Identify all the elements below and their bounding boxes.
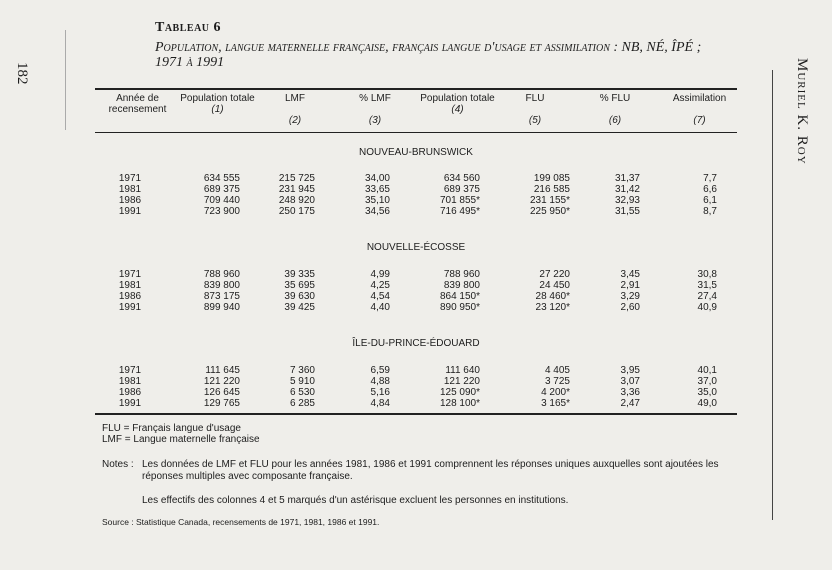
cell-pct-lmf: 4,54 — [370, 291, 390, 302]
cell-year: 1986 — [118, 387, 142, 398]
cell-pct-lmf: 33,65 — [364, 184, 390, 195]
note-paragraph: Les effectifs des colonnes 4 et 5 marqués d'un astérisque excluent les personnes en institutions. — [142, 495, 569, 506]
cell-pct-flu: 31,37 — [614, 173, 640, 184]
cell-assimilation: 40,1 — [697, 365, 717, 376]
column-header-number: (6) — [608, 115, 622, 126]
table-row — [95, 366, 737, 376]
section-heading: NOUVEAU-BRUNSWICK — [359, 147, 473, 158]
table-bottom-rule — [95, 413, 737, 415]
column-header-label: Population totale — [180, 93, 255, 104]
cell-year: 1971 — [118, 173, 142, 184]
cell-population-1: 121 220 — [203, 376, 240, 387]
column-header-label: Population totale — [420, 93, 495, 104]
cell-lmf: 39 630 — [284, 291, 315, 302]
column-header-label: LMF — [285, 93, 305, 104]
cell-lmf: 248 920 — [278, 195, 315, 206]
cell-year: 1991 — [118, 398, 142, 409]
table-row — [95, 281, 737, 291]
table-title: Population, langue maternelle française, français langue d'usage et assimilation : NB, NÉ, ÎPÉ ; 1971 à 1991 — [155, 40, 702, 70]
table-row — [95, 174, 737, 184]
cell-pct-lmf: 34,00 — [364, 173, 390, 184]
cell-pct-flu: 2,47 — [620, 398, 640, 409]
binding-rule — [65, 30, 66, 130]
column-header-assimilation — [662, 93, 737, 126]
column-header-number: (5) — [528, 115, 542, 126]
column-header-number: (4) — [451, 104, 464, 115]
column-header-number: (2) — [288, 115, 302, 126]
cell-assimilation: 37,0 — [697, 376, 717, 387]
cell-lmf: 250 175 — [278, 206, 315, 217]
cell-year: 1971 — [118, 269, 142, 280]
column-header-population-1 — [180, 93, 255, 115]
cell-population-1: 873 175 — [203, 291, 240, 302]
cell-lmf: 39 425 — [284, 302, 315, 313]
column-header-pct-flu — [585, 93, 645, 126]
cell-assimilation: 35,0 — [697, 387, 717, 398]
cell-assimilation: 7,7 — [703, 173, 717, 184]
cell-pct-flu: 2,91 — [620, 280, 640, 291]
cell-population-1: 111 645 — [205, 365, 240, 376]
cell-year: 1986 — [118, 195, 142, 206]
column-header-pct-lmf — [345, 93, 405, 126]
cell-assimilation: 8,7 — [703, 206, 717, 217]
cell-population-1: 709 440 — [203, 195, 240, 206]
cell-population-4: 890 950* — [439, 302, 480, 313]
note-paragraph: Les données de LMF et FLU pour les années 1981, 1986 et 1991 comprennent les réponses uniques auxquelles sont ajoutées les réponses multiples avec composante française. — [142, 459, 719, 482]
cell-year: 1981 — [118, 184, 142, 195]
cell-year: 1991 — [118, 206, 142, 217]
cell-pct-lmf: 4,88 — [370, 376, 390, 387]
cell-assimilation: 31,5 — [697, 280, 717, 291]
cell-year: 1991 — [118, 302, 142, 313]
column-header-label: FLU — [525, 93, 545, 104]
column-header-number: (3) — [368, 115, 382, 126]
cell-flu: 4 200* — [541, 387, 570, 398]
cell-assimilation: 27,4 — [697, 291, 717, 302]
table-label: Tableau 6 — [155, 20, 222, 35]
cell-population-1: 634 555 — [203, 173, 240, 184]
cell-assimilation: 49,0 — [697, 398, 717, 409]
cell-assimilation: 40,9 — [697, 302, 717, 313]
cell-population-4: 689 375 — [443, 184, 480, 195]
abbreviation-legend — [102, 423, 260, 445]
cell-flu: 23 120* — [535, 302, 570, 313]
column-header-label: Année de recensement — [108, 93, 167, 115]
column-header-number: (1) — [211, 104, 224, 115]
cell-flu: 3 165* — [541, 398, 570, 409]
cell-pct-flu: 32,93 — [614, 195, 640, 206]
table-row — [95, 399, 737, 409]
cell-flu: 225 950* — [529, 206, 570, 217]
table-row — [95, 292, 737, 302]
column-header-year — [100, 93, 175, 115]
cell-pct-flu: 31,55 — [614, 206, 640, 217]
cell-lmf: 35 695 — [284, 280, 315, 291]
cell-assimilation: 6,6 — [703, 184, 717, 195]
cell-pct-lmf: 4,40 — [370, 302, 390, 313]
notes-label: Notes : — [102, 459, 134, 470]
cell-assimilation: 30,8 — [697, 269, 717, 280]
cell-pct-flu: 3,95 — [620, 365, 640, 376]
cell-flu: 24 450 — [539, 280, 570, 291]
cell-pct-flu: 2,60 — [620, 302, 640, 313]
cell-population-4: 121 220 — [443, 376, 480, 387]
cell-population-1: 126 645 — [203, 387, 240, 398]
cell-year: 1986 — [118, 291, 142, 302]
cell-pct-flu: 3,07 — [620, 376, 640, 387]
table-row — [95, 270, 737, 280]
cell-pct-flu: 3,36 — [620, 387, 640, 398]
cell-lmf: 6 285 — [289, 398, 315, 409]
cell-pct-lmf: 5,16 — [370, 387, 390, 398]
cell-pct-flu: 31,42 — [614, 184, 640, 195]
column-header-label: Assimilation — [672, 93, 727, 104]
cell-population-4: 634 560 — [443, 173, 480, 184]
cell-flu: 231 155* — [529, 195, 570, 206]
cell-population-1: 899 940 — [203, 302, 240, 313]
cell-population-4: 128 100* — [439, 398, 480, 409]
cell-population-4: 839 800 — [443, 280, 480, 291]
header-rule — [95, 132, 737, 133]
cell-flu: 199 085 — [533, 173, 570, 184]
cell-population-4: 864 150* — [439, 291, 480, 302]
table-row — [95, 185, 737, 195]
table-row — [95, 303, 737, 313]
cell-population-1: 129 765 — [203, 398, 240, 409]
cell-year: 1981 — [118, 280, 142, 291]
cell-pct-flu: 3,45 — [620, 269, 640, 280]
page-number: 182 — [14, 62, 30, 85]
cell-flu: 28 460* — [535, 291, 570, 302]
cell-lmf: 215 725 — [278, 173, 315, 184]
cell-lmf: 6 530 — [289, 387, 315, 398]
cell-pct-lmf: 6,59 — [370, 365, 390, 376]
column-header-flu — [505, 93, 565, 126]
margin-rule — [772, 70, 773, 520]
cell-pct-lmf: 4,84 — [370, 398, 390, 409]
cell-population-4: 788 960 — [443, 269, 480, 280]
cell-flu: 27 220 — [539, 269, 570, 280]
cell-flu: 216 585 — [533, 184, 570, 195]
section-heading: NOUVELLE-ÉCOSSE — [366, 242, 466, 253]
cell-population-4: 701 855* — [439, 195, 480, 206]
cell-population-4: 111 640 — [445, 365, 480, 376]
cell-year: 1981 — [118, 376, 142, 387]
column-header-label: % LMF — [359, 93, 391, 104]
table-row — [95, 207, 737, 217]
table-row — [95, 388, 737, 398]
cell-lmf: 5 910 — [289, 376, 315, 387]
cell-pct-lmf: 4,25 — [370, 280, 390, 291]
cell-population-1: 723 900 — [203, 206, 240, 217]
cell-population-4: 716 495* — [439, 206, 480, 217]
cell-flu: 4 405 — [544, 365, 570, 376]
cell-population-1: 689 375 — [203, 184, 240, 195]
source-line: Source : Statistique Canada, recensements de 1971, 1981, 1986 et 1991. — [102, 517, 380, 527]
cell-lmf: 231 945 — [278, 184, 315, 195]
cell-pct-lmf: 34,56 — [364, 206, 390, 217]
cell-flu: 3 725 — [544, 376, 570, 387]
cell-lmf: 7 360 — [289, 365, 315, 376]
table-top-rule — [95, 88, 737, 90]
column-header-number: (7) — [693, 115, 706, 126]
section-heading: ÎLE-DU-PRINCE-ÉDOUARD — [352, 338, 480, 349]
cell-pct-lmf: 4,99 — [370, 269, 390, 280]
column-header-population-4 — [420, 93, 495, 115]
cell-pct-flu: 3,29 — [620, 291, 640, 302]
cell-population-4: 125 090* — [439, 387, 480, 398]
cell-population-1: 839 800 — [203, 280, 240, 291]
cell-pct-lmf: 35,10 — [364, 195, 390, 206]
legend-item: LMF = Langue maternelle française — [102, 434, 260, 445]
cell-assimilation: 6,1 — [703, 195, 717, 206]
table-row — [95, 377, 737, 387]
running-head: Muriel K. Roy — [794, 58, 810, 165]
column-header-lmf — [265, 93, 325, 126]
cell-year: 1971 — [118, 365, 142, 376]
legend-item: FLU = Français langue d'usage — [102, 423, 241, 434]
table-row — [95, 196, 737, 206]
cell-lmf: 39 335 — [284, 269, 315, 280]
cell-population-1: 788 960 — [203, 269, 240, 280]
column-header-label: % FLU — [599, 93, 631, 104]
